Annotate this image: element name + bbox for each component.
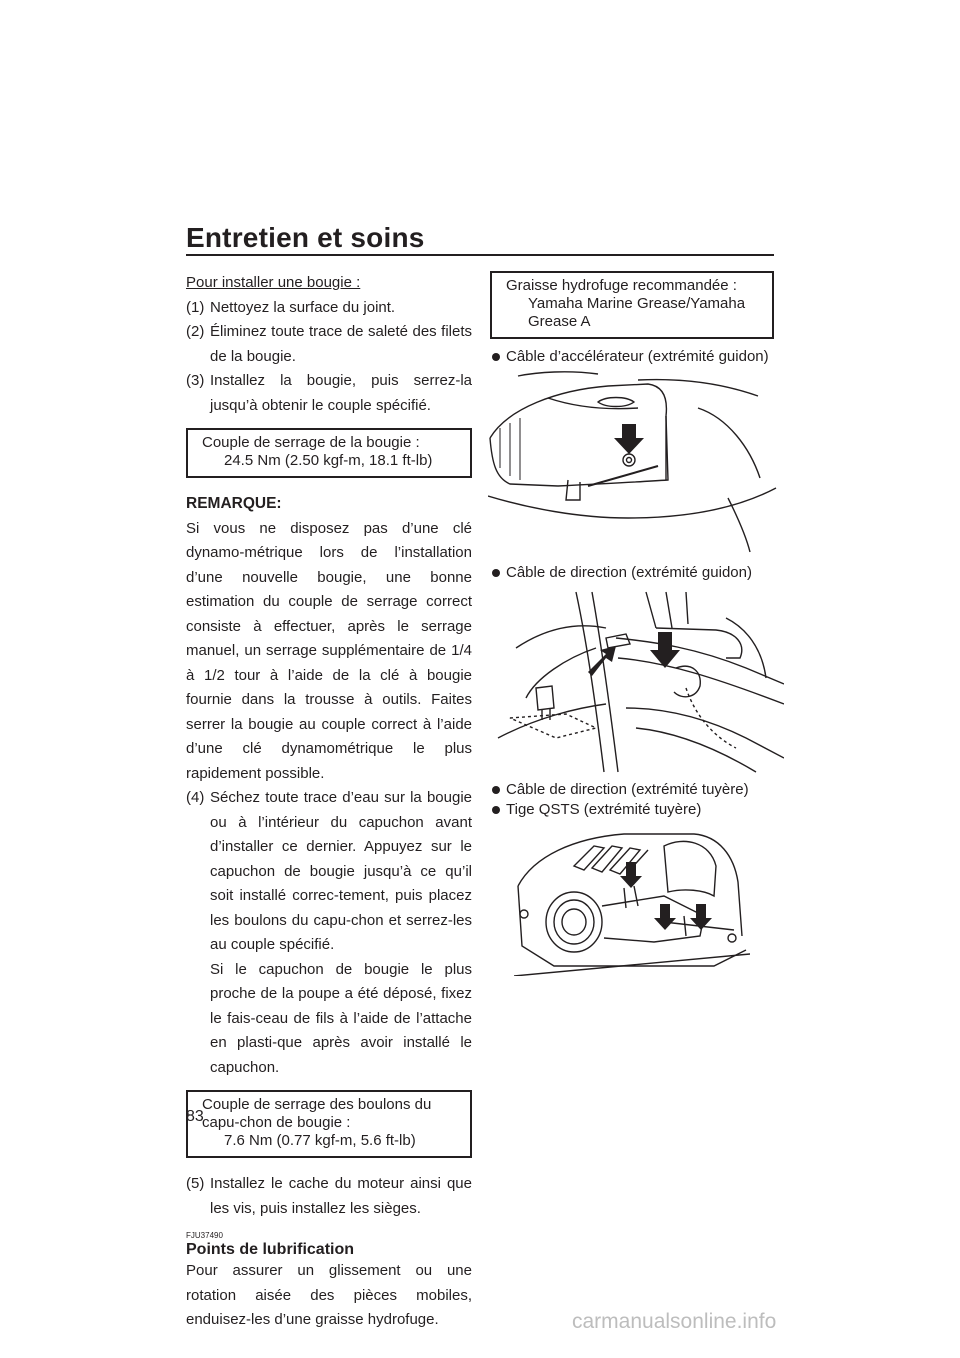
grease-label: Graisse hydrofuge recommandée : (506, 277, 737, 294)
left-column (186, 271, 472, 1333)
step-4 (186, 786, 472, 1080)
page-title: Entretien et soins (186, 222, 425, 253)
step-number: (1) (186, 298, 205, 316)
step-text: Installez le cache du moteur ainsi que les vis, puis installez les sièges. (210, 1175, 472, 1217)
section-code: FJU37490 (186, 1231, 223, 1240)
bullet-dot-icon (492, 569, 500, 577)
step-text: Nettoyez la surface du joint. (210, 298, 396, 316)
step-5 (186, 1172, 472, 1221)
bullet-text: Câble d’accélérateur (extrémité guidon) (506, 348, 769, 365)
step-text: Éliminez toute trace de saleté des filets de la bougie. (210, 323, 472, 365)
step-number: (3) (186, 372, 205, 389)
bullet-qsts-rod (490, 800, 701, 820)
torque-value: 7.6 Nm (0.77 kgf-m, 5.6 ft-lb) (224, 1132, 416, 1149)
grease-box-wrapper (490, 271, 774, 339)
step-4-text: Séchez toute trace d’eau sur la bougie ou à l’intérieur du capuchon avant d’installer ce dernier. Appuyez sur le capuchon de bougie jusqu’à ce qu’il soit installé correc-tement, puis placez les boulons du capu-chon et serrez-les au couple spécifié. (210, 789, 472, 953)
grease-value: Yamaha Marine Grease/Yamaha Grease A (528, 295, 746, 330)
torque-label: Couple de serrage des boulons du capu-chon de bougie : (202, 1096, 432, 1131)
step-4-text-2: Si le capuchon de bougie le plus proche de la poupe a été déposé, fixez le fais-ceau de fils à l’aide de l’attache en plasti-que après avoir installé le capuchon. (210, 960, 472, 1076)
step-2 (186, 320, 472, 369)
step-number: (5) (186, 1175, 205, 1192)
bullet-dot-icon (492, 786, 500, 794)
steering-cable-handlebar-illustration (496, 588, 784, 774)
note-text: Si vous ne disposez pas d’une clé dynamo-métrique lors de l’installation d’une nouvelle bougie, une bonne estimation du couple de serrage correct consiste à effectuer, après le serrage manuel, un serrage supplémentaire de 1/4 à 1/2 tour à l’aide de la clé à bougie fournie dans la trousse à outils. Faites serrer la bougie au couple correct à l’aide d’une clé dynamométrique le plus rapidement possible. (186, 519, 472, 782)
step-1 (186, 296, 472, 321)
torque-value: 24.5 Nm (2.50 kgf-m, 18.1 ft-lb) (224, 452, 433, 469)
bullet-steering-cable-nozzle (490, 780, 749, 800)
bullet-throttle-cable (490, 347, 769, 367)
step-number: (2) (186, 323, 205, 340)
bullet-text: Tige QSTS (extrémité tuyère) (506, 801, 702, 818)
step-text (210, 786, 472, 1080)
install-heading: Pour installer une bougie : (186, 274, 361, 291)
bullet-dot-icon (492, 806, 500, 814)
note-heading: REMARQUE: (186, 495, 282, 512)
bullet-text: Câble de direction (extrémité tuyère) (506, 781, 749, 798)
step-text: Installez la bougie, puis serrez-la jusqu’à obtenir le couple spécifié. (210, 372, 472, 414)
step-number: (4) (186, 789, 205, 806)
section-title: Points de lubrification (186, 1241, 355, 1258)
torque-label: Couple de serrage de la bougie : (202, 434, 420, 451)
section-text: Pour assurer un glissement ou une rotation aisée des pièces mobiles, enduisez-les d’une graisse hydrofuge. (186, 1262, 472, 1328)
bullet-dot-icon (492, 353, 500, 361)
torque-box-cap-bolts (186, 1090, 472, 1158)
title-rule (186, 254, 774, 256)
bullet-steering-cable-handlebar (490, 563, 752, 583)
bullet-text: Câble de direction (extrémité guidon) (506, 564, 752, 581)
torque-box-spark-plug (186, 428, 472, 478)
step-3 (186, 369, 472, 418)
throttle-cable-illustration (488, 368, 780, 554)
watermark: carmanualsonline.info (572, 1310, 777, 1333)
nozzle-illustration (514, 826, 750, 976)
grease-box (490, 271, 774, 339)
page-number: 83 (186, 1108, 204, 1125)
